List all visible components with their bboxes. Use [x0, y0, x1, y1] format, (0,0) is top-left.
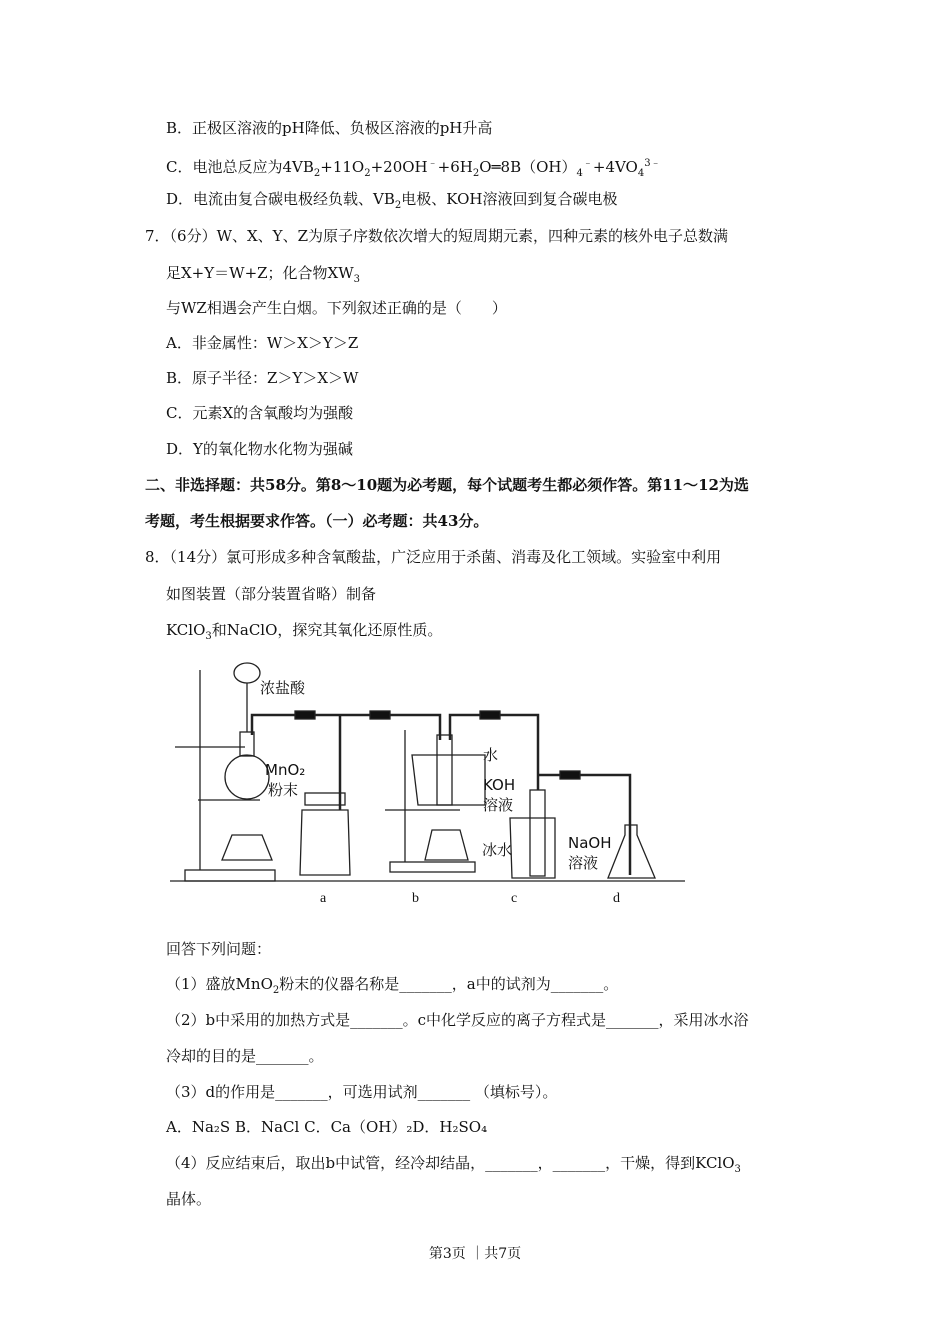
- text: 4: [637, 168, 645, 179]
- label-naoh-solution: 溶液: [568, 854, 599, 872]
- q8-stem-2: 如图装置（部分装置省略）制备: [166, 585, 377, 603]
- q8-part-3: （3）d的作用是_______，可选用试剂_______ （填标号）。: [166, 1083, 558, 1101]
- text: （1）盛放MnO: [166, 975, 273, 993]
- q8-stem-3: [166, 620, 442, 647]
- text: 3: [353, 274, 361, 285]
- text: 2: [394, 200, 402, 211]
- label-koh-solution: 溶液: [483, 796, 514, 814]
- stand-base: [185, 870, 275, 881]
- alcohol-lamp: [222, 835, 272, 860]
- label-ice-water: 冰水: [482, 841, 513, 859]
- answer-prompt: 回答下列问题：: [166, 940, 272, 958]
- q8-part-2: （2）b中采用的加热方式是_______。c中化学反应的离子方程式是_______，采用冰水浴: [166, 1011, 749, 1029]
- label-powder: 粉末: [268, 781, 299, 799]
- section-heading-1: 二、非选择题：共58分。第8～10题为必考题，每个试题考生都必须作答。第11～12为选: [145, 476, 749, 494]
- option-7c: C．元素X的含氧酸均为强酸: [166, 404, 354, 422]
- q8-part-4-cont: 晶体。: [166, 1190, 212, 1208]
- text: 3: [734, 1164, 741, 1175]
- text: 2: [313, 168, 321, 179]
- water-bath-beaker: [412, 755, 485, 805]
- text: +6H: [437, 158, 473, 176]
- q7-stem-3: 与WZ相遇会产生白烟。下列叙述正确的是（ ）: [166, 299, 507, 317]
- option-7a: A．非金属性：W＞X＞Y＞Z: [166, 334, 359, 352]
- label-water: 水: [483, 746, 499, 764]
- q8-part-1: [166, 974, 618, 1001]
- label-hcl: 浓盐酸: [260, 679, 306, 697]
- apparatus-figure: [160, 650, 700, 910]
- rubber-connector: [480, 711, 500, 719]
- text: O═8B（OH）: [479, 158, 577, 176]
- round-bottom-flask: [225, 755, 269, 799]
- text: （4）反应结束后，取出b中试管，经冷却结晶，_______，_______，干燥，得到KClO: [166, 1154, 735, 1172]
- flask-neck: [240, 732, 254, 756]
- option-6b: B．正极区溶液的pH降低、负极区溶液的pH升高: [166, 119, 493, 137]
- q8-part-4: [166, 1153, 741, 1180]
- text: KClO: [166, 621, 206, 639]
- text: 和NaClO，探究其氧化还原性质。: [211, 621, 443, 639]
- text: 4: [576, 168, 583, 179]
- q8-stem-1: 8．（14分）氯可形成多种含氧酸盐，广泛应用于杀菌、消毒及化工领域。实验室中利用: [145, 548, 722, 566]
- label-mno2: MnO₂: [265, 761, 306, 779]
- label-b: b: [412, 891, 419, 906]
- text: C．电池总反应为4VB: [166, 158, 314, 176]
- rubber-connector: [560, 771, 580, 779]
- option-6c: [166, 154, 661, 184]
- text: 2: [364, 168, 371, 179]
- text: 3: [205, 631, 212, 642]
- text: 2: [272, 985, 280, 996]
- text: +11O: [320, 158, 365, 176]
- label-c: c: [511, 891, 518, 906]
- text: ﹣: [427, 158, 438, 169]
- text: ﹣: [582, 158, 593, 169]
- label-a: a: [320, 891, 327, 906]
- label-naoh: NaOH: [568, 834, 612, 852]
- alcohol-lamp: [425, 830, 468, 860]
- separatory-funnel: [234, 663, 260, 683]
- text: 3﹣: [644, 158, 661, 169]
- stand-base: [390, 862, 475, 872]
- text: +4VO: [592, 158, 638, 176]
- q8-part-3-options: A．Na₂S B．NaCl C．Ca（OH）₂D．H₂SO₄: [166, 1118, 488, 1136]
- label-koh: KOH: [483, 776, 516, 794]
- text: D．电流由复合碳电极经负载、VB: [166, 190, 395, 208]
- text: 2: [472, 168, 480, 179]
- text: 粉末的仪器名称是_______，a中的试剂为_______。: [279, 975, 619, 993]
- q8-part-2-cont: 冷却的目的是_______。: [166, 1047, 324, 1065]
- option-6d: [166, 189, 617, 216]
- q7-stem-2: [166, 263, 360, 290]
- option-7b: B．原子半径：Z＞Y＞X＞W: [166, 369, 359, 387]
- text: 足X+Y＝W+Z；化合物XW: [166, 264, 354, 282]
- conical-flask: [608, 825, 655, 878]
- text: 电极、KOH溶液回到复合碳电极: [401, 190, 618, 208]
- section-heading-2: 考题，考生根据要求作答。（一）必考题：共43分。: [145, 512, 489, 530]
- label-d: d: [613, 891, 620, 906]
- q7-stem-1: 7．（6分）W、X、Y、Z为原子序数依次增大的短周期元素，四种元素的核外电子总数满: [145, 227, 729, 245]
- test-tube: [437, 735, 452, 805]
- text: +20OH: [370, 158, 428, 176]
- option-7d: D．Y的氧化物水化物为强碱: [166, 440, 353, 458]
- ice-water-beaker: [510, 818, 555, 878]
- page-footer: 第3页 ｜共7页: [428, 1246, 522, 1262]
- gas-washing-bottle: [300, 810, 350, 875]
- test-tube: [530, 790, 545, 876]
- rubber-connector: [370, 711, 390, 719]
- rubber-connector: [295, 711, 315, 719]
